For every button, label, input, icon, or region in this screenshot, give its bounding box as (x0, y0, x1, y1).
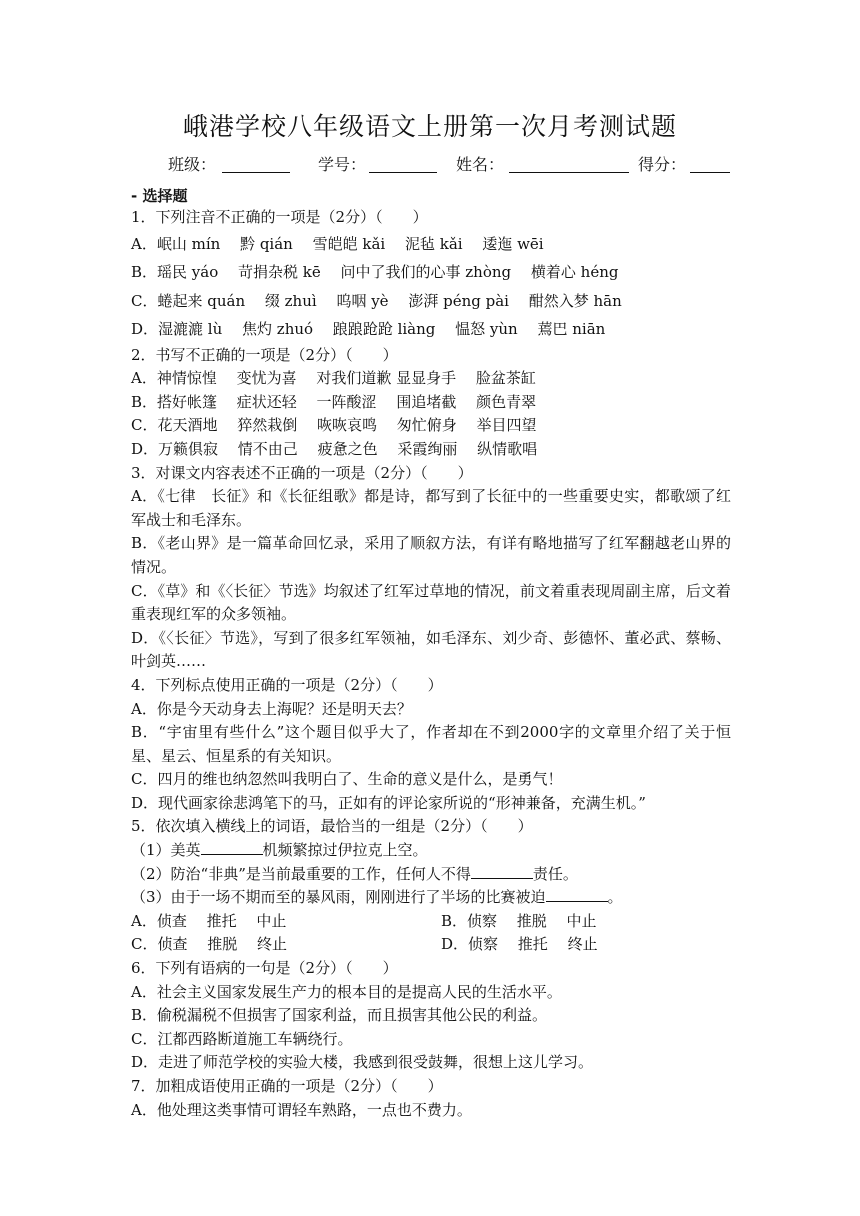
question-1-option-b: B．瑶民 yáo 苛捐杂税 kē 问中了我们的心事 zhòng 横着心 héng (131, 263, 619, 282)
question-1-option-d: D．湿漉漉 lù 焦灼 zhuó 踉踉跄跄 liàng 愠怒 yùn 蔫巴 niān (131, 320, 606, 339)
question-6-option-a: A．社会主义国家发展生产力的根本目的是提高人民的生活水平。 (131, 982, 562, 1001)
question-4-option-c: C．四月的维也纳忽然叫我明白了、生命的意义是什么，是勇气！ (131, 770, 563, 789)
question-2-option-c: C．花天酒地 猝然栽倒 咴咴哀鸣 匆忙俯身 举目四望 (131, 416, 537, 435)
question-7-stem: 7．加粗成语使用正确的一项是（2分）（ ） (131, 1077, 443, 1095)
question-1-stem: 1．下列注音不正确的一项是（2分）（ ） (131, 208, 428, 226)
question-2-option-b: B．搭好帐篷 症状还轻 一阵酸涩 围追堵截 颜色青翠 (131, 392, 537, 411)
student-info-row (168, 152, 748, 178)
question-5-option-d: D．侦察 推托 终止 (441, 935, 598, 954)
question-6-option-b: B．偷税漏税不但损害了国家利益，而且损害其他公民的利益。 (131, 1006, 548, 1025)
sentence-1-end: 机频繁掠过伊拉克上空。 (262, 841, 428, 860)
question-6-option-c: C．江都西路断道施工车辆绕行。 (131, 1029, 353, 1048)
name-label: 姓名： (456, 155, 505, 174)
question-7-option-a: A．他处理这类事情可谓轻车熟路，一点也不费力。 (131, 1100, 472, 1119)
question-3-option-c: C．《草》和《〈长征〉节选》均叙述了红军过草地的情况，前文着重表现周副主席，后文着重表现红军的众多领袖。 (131, 581, 731, 624)
question-3-option-a: A．《七律 长征》和《长征组歌》都是诗，都写到了长征中的一些重要史实，都歌颂了红军战士和毛泽东。 (131, 487, 731, 529)
question-2-option-a: A．神情惊惶 变忧为喜 对我们道歉 显显身手 脸盆茶缸 (131, 369, 536, 388)
sentence-3-start: （3）由于一场不期而至的暴风雨，刚刚进行了半场的比赛被迫 (131, 888, 546, 907)
question-5-sentence-3 (131, 886, 731, 910)
question-5-sentence-2 (131, 863, 731, 887)
question-list (131, 206, 731, 1122)
question-3-option-b: B．《老山界》是一篇革命回忆录，采用了顺叙方法，有详有略地描写了红军翻越老山界的情况。 (131, 534, 731, 576)
fill-blank (201, 840, 263, 855)
question-4-stem: 4．下列标点使用正确的一项是（2分）（ ） (131, 675, 443, 694)
question-5-stem: 5．依次填入横线上的词语，最恰当的一组是（2分）（ ） (131, 817, 533, 836)
name-blank (509, 172, 629, 173)
sentence-2-start: （2）防治“非典”是当前最重要的工作，任何人不得 (131, 864, 471, 883)
question-4-option-d: D．现代画家徐悲鸿笔下的马，正如有的评论家所说的“形神兼备，充满生机。” (131, 793, 646, 812)
question-3-stem: 3．对课文内容表述不正确的一项是（2分）（ ） (131, 463, 473, 482)
question-1-option-a: A．岷山 mín 黔 qián 雪皑皑 kǎi 泥毡 kǎi 逶迤 wēi (131, 234, 544, 253)
class-blank (222, 172, 290, 173)
question-3-option-d: D．《〈长征〉节选》，写到了很多红军领袖，如毛泽东、刘少奇、彭德怀、董必武、蔡畅、叶剑英…… (131, 628, 731, 671)
question-5-sentence-1 (131, 839, 731, 863)
score-blank (690, 172, 730, 173)
question-1-option-c: C．蜷起来 quán 缀 zhuì 呜咽 yè 澎湃 péng pài 酣然入梦 hān (131, 291, 622, 310)
student-id-blank (369, 172, 437, 173)
sentence-1-start: （1）美英 (131, 841, 201, 860)
question-5-option-a: A．侦查 推托 中止 (131, 911, 287, 930)
student-id-label: 学号： (318, 155, 367, 174)
question-5-options-row-1 (131, 910, 731, 934)
question-6-stem: 6．下列有语病的一句是（2分）（ ） (131, 959, 398, 978)
fill-blank (546, 887, 608, 902)
question-2-option-d: D．万籁俱寂 情不由己 疲惫之色 采霞绚丽 纵情歌唱 (131, 439, 538, 458)
page-title: 峨港学校八年级语文上册第一次月考测试题 (182, 112, 677, 141)
question-6-option-d: D．走进了师范学校的实验大楼，我感到很受鼓舞，很想上这儿学习。 (131, 1053, 594, 1072)
sentence-3-end: 。 (607, 888, 623, 907)
question-5-option-b: B．侦察 推脱 中止 (441, 911, 597, 930)
question-4-option-b: B．“宇宙里有些什么”这个题目似乎大了，作者却在不到2000字的文章里介绍了关于恒星、星云、恒星系的有关知识。 (131, 723, 731, 765)
question-5-options-row-2 (131, 933, 731, 957)
fill-blank (471, 864, 533, 879)
score-label: 得分： (638, 155, 687, 174)
section-heading: - 选择题 (131, 187, 188, 205)
sentence-2-end: 责任。 (532, 864, 578, 883)
question-5-option-c: C．侦查 推脱 终止 (131, 935, 288, 954)
class-label: 班级： (168, 155, 217, 174)
question-2-stem: 2．书写不正确的一项是（2分）（ ） (131, 345, 398, 364)
question-4-option-a: A．你是今天动身去上海呢？还是明天去？ (131, 699, 412, 718)
